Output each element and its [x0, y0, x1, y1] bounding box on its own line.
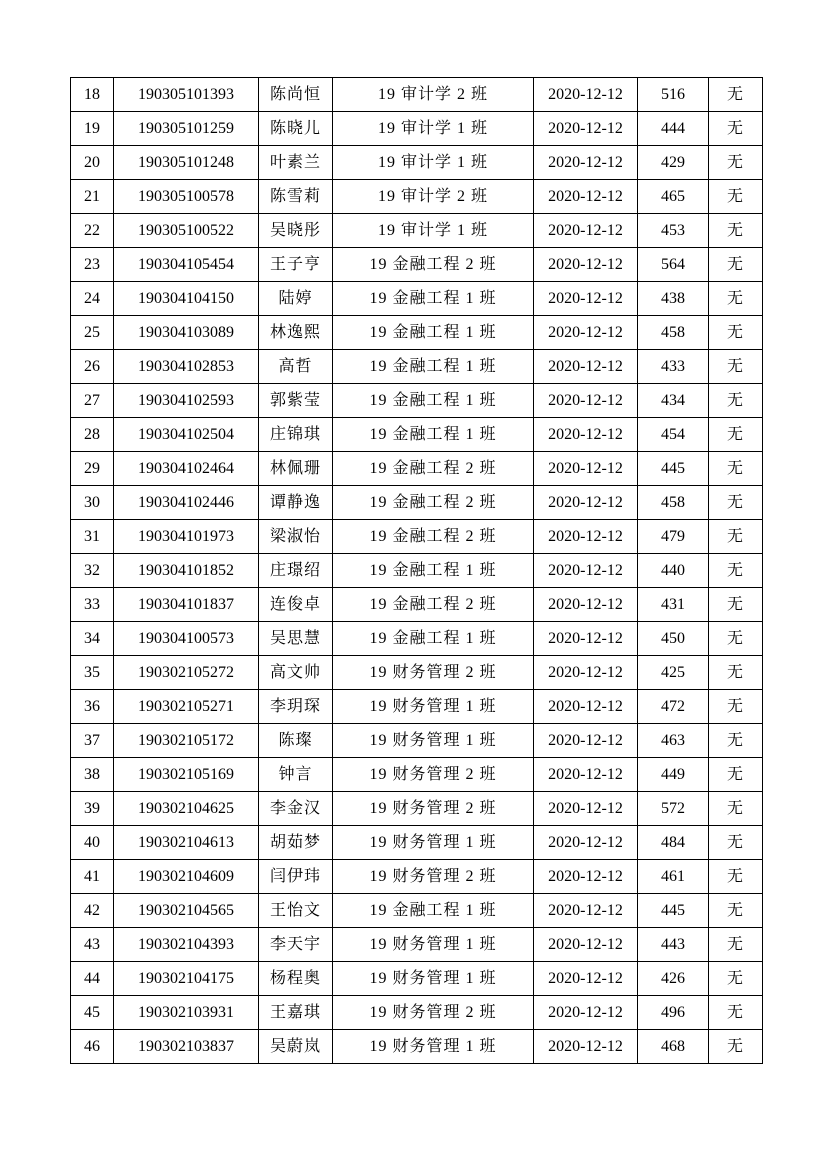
cell-row-number: 23 — [71, 248, 114, 282]
cell-name: 吴晓彤 — [259, 214, 333, 248]
cell-score: 461 — [638, 860, 709, 894]
cell-row-number: 25 — [71, 316, 114, 350]
cell-date: 2020-12-12 — [534, 588, 638, 622]
cell-date: 2020-12-12 — [534, 690, 638, 724]
cell-date: 2020-12-12 — [534, 656, 638, 690]
table-row — [71, 996, 763, 1030]
table-row — [71, 418, 763, 452]
cell-name: 李天宇 — [259, 928, 333, 962]
cell-score: 433 — [638, 350, 709, 384]
cell-date: 2020-12-12 — [534, 520, 638, 554]
cell-student-id: 190304105454 — [114, 248, 259, 282]
cell-remark: 无 — [709, 996, 763, 1030]
cell-row-number: 28 — [71, 418, 114, 452]
cell-name: 叶素兰 — [259, 146, 333, 180]
cell-name: 连俊卓 — [259, 588, 333, 622]
cell-remark: 无 — [709, 588, 763, 622]
cell-date: 2020-12-12 — [534, 452, 638, 486]
cell-student-id: 190305101259 — [114, 112, 259, 146]
cell-row-number: 32 — [71, 554, 114, 588]
cell-class: 19 金融工程 1 班 — [333, 554, 534, 588]
cell-remark: 无 — [709, 724, 763, 758]
cell-row-number: 33 — [71, 588, 114, 622]
cell-student-id: 190304102504 — [114, 418, 259, 452]
cell-date: 2020-12-12 — [534, 282, 638, 316]
cell-student-id: 190302105169 — [114, 758, 259, 792]
cell-student-id: 190304103089 — [114, 316, 259, 350]
cell-score: 458 — [638, 486, 709, 520]
cell-name: 庄璟绍 — [259, 554, 333, 588]
cell-score: 463 — [638, 724, 709, 758]
cell-class: 19 审计学 1 班 — [333, 112, 534, 146]
cell-class: 19 金融工程 2 班 — [333, 588, 534, 622]
cell-student-id: 190305100578 — [114, 180, 259, 214]
cell-remark: 无 — [709, 452, 763, 486]
cell-row-number: 26 — [71, 350, 114, 384]
cell-student-id: 190302104613 — [114, 826, 259, 860]
cell-remark: 无 — [709, 316, 763, 350]
cell-date: 2020-12-12 — [534, 316, 638, 350]
cell-name: 梁淑怡 — [259, 520, 333, 554]
cell-class: 19 金融工程 1 班 — [333, 316, 534, 350]
table-row — [71, 384, 763, 418]
cell-name: 李金汉 — [259, 792, 333, 826]
cell-class: 19 财务管理 2 班 — [333, 758, 534, 792]
cell-score: 438 — [638, 282, 709, 316]
table-row — [71, 588, 763, 622]
cell-student-id: 190305100522 — [114, 214, 259, 248]
cell-score: 449 — [638, 758, 709, 792]
cell-name: 吴蔚岚 — [259, 1030, 333, 1064]
table-row — [71, 282, 763, 316]
cell-name: 胡茹梦 — [259, 826, 333, 860]
cell-score: 426 — [638, 962, 709, 996]
cell-class: 19 审计学 2 班 — [333, 78, 534, 112]
cell-student-id: 190302104565 — [114, 894, 259, 928]
cell-date: 2020-12-12 — [534, 350, 638, 384]
cell-name: 庄锦琪 — [259, 418, 333, 452]
cell-class: 19 金融工程 2 班 — [333, 452, 534, 486]
cell-remark: 无 — [709, 180, 763, 214]
cell-remark: 无 — [709, 928, 763, 962]
cell-score: 472 — [638, 690, 709, 724]
cell-name: 王嘉琪 — [259, 996, 333, 1030]
cell-name: 陈雪莉 — [259, 180, 333, 214]
table-row — [71, 520, 763, 554]
cell-date: 2020-12-12 — [534, 860, 638, 894]
cell-score: 425 — [638, 656, 709, 690]
cell-date: 2020-12-12 — [534, 928, 638, 962]
cell-score: 431 — [638, 588, 709, 622]
cell-row-number: 29 — [71, 452, 114, 486]
cell-remark: 无 — [709, 146, 763, 180]
cell-date: 2020-12-12 — [534, 554, 638, 588]
table-row — [71, 894, 763, 928]
cell-remark: 无 — [709, 860, 763, 894]
cell-date: 2020-12-12 — [534, 1030, 638, 1064]
table-row — [71, 146, 763, 180]
cell-row-number: 18 — [71, 78, 114, 112]
cell-class: 19 金融工程 1 班 — [333, 384, 534, 418]
cell-remark: 无 — [709, 758, 763, 792]
cell-name: 李玥琛 — [259, 690, 333, 724]
cell-class: 19 金融工程 1 班 — [333, 418, 534, 452]
cell-student-id: 190302104393 — [114, 928, 259, 962]
cell-student-id: 190302105272 — [114, 656, 259, 690]
cell-date: 2020-12-12 — [534, 962, 638, 996]
cell-remark: 无 — [709, 792, 763, 826]
cell-date: 2020-12-12 — [534, 180, 638, 214]
cell-class: 19 财务管理 2 班 — [333, 656, 534, 690]
cell-row-number: 34 — [71, 622, 114, 656]
cell-date: 2020-12-12 — [534, 214, 638, 248]
cell-class: 19 审计学 1 班 — [333, 146, 534, 180]
cell-class: 19 金融工程 1 班 — [333, 350, 534, 384]
cell-class: 19 财务管理 2 班 — [333, 792, 534, 826]
cell-remark: 无 — [709, 112, 763, 146]
cell-student-id: 190302105172 — [114, 724, 259, 758]
cell-row-number: 35 — [71, 656, 114, 690]
table-row — [71, 214, 763, 248]
cell-date: 2020-12-12 — [534, 78, 638, 112]
cell-name: 陈璨 — [259, 724, 333, 758]
cell-student-id: 190305101393 — [114, 78, 259, 112]
cell-score: 440 — [638, 554, 709, 588]
cell-score: 465 — [638, 180, 709, 214]
cell-score: 516 — [638, 78, 709, 112]
cell-row-number: 27 — [71, 384, 114, 418]
cell-row-number: 46 — [71, 1030, 114, 1064]
cell-date: 2020-12-12 — [534, 248, 638, 282]
cell-remark: 无 — [709, 554, 763, 588]
cell-row-number: 21 — [71, 180, 114, 214]
cell-name: 陆婷 — [259, 282, 333, 316]
student-score-table — [70, 77, 763, 1064]
cell-name: 林佩珊 — [259, 452, 333, 486]
cell-row-number: 41 — [71, 860, 114, 894]
cell-class: 19 财务管理 1 班 — [333, 928, 534, 962]
cell-class: 19 财务管理 1 班 — [333, 826, 534, 860]
cell-name: 谭静逸 — [259, 486, 333, 520]
table-row — [71, 928, 763, 962]
cell-score: 443 — [638, 928, 709, 962]
cell-row-number: 42 — [71, 894, 114, 928]
cell-name: 陈尚恒 — [259, 78, 333, 112]
cell-student-id: 190302104609 — [114, 860, 259, 894]
cell-score: 468 — [638, 1030, 709, 1064]
cell-name: 林逸熙 — [259, 316, 333, 350]
table-row — [71, 758, 763, 792]
table-row — [71, 724, 763, 758]
cell-remark: 无 — [709, 1030, 763, 1064]
cell-student-id: 190302104175 — [114, 962, 259, 996]
cell-score: 484 — [638, 826, 709, 860]
table-row — [71, 860, 763, 894]
cell-date: 2020-12-12 — [534, 826, 638, 860]
cell-score: 572 — [638, 792, 709, 826]
cell-row-number: 39 — [71, 792, 114, 826]
cell-score: 445 — [638, 452, 709, 486]
cell-name: 郭紫莹 — [259, 384, 333, 418]
cell-date: 2020-12-12 — [534, 418, 638, 452]
cell-student-id: 190304102464 — [114, 452, 259, 486]
cell-row-number: 20 — [71, 146, 114, 180]
cell-student-id: 190302103931 — [114, 996, 259, 1030]
cell-remark: 无 — [709, 962, 763, 996]
cell-remark: 无 — [709, 894, 763, 928]
cell-class: 19 财务管理 2 班 — [333, 996, 534, 1030]
cell-remark: 无 — [709, 418, 763, 452]
table-row — [71, 792, 763, 826]
table-row — [71, 248, 763, 282]
cell-student-id: 190304100573 — [114, 622, 259, 656]
cell-student-id: 190305101248 — [114, 146, 259, 180]
table-row — [71, 1030, 763, 1064]
cell-name: 吴思慧 — [259, 622, 333, 656]
cell-student-id: 190304101973 — [114, 520, 259, 554]
cell-row-number: 30 — [71, 486, 114, 520]
cell-row-number: 40 — [71, 826, 114, 860]
cell-remark: 无 — [709, 690, 763, 724]
table-row — [71, 112, 763, 146]
cell-row-number: 38 — [71, 758, 114, 792]
cell-name: 王怡文 — [259, 894, 333, 928]
cell-date: 2020-12-12 — [534, 384, 638, 418]
cell-remark: 无 — [709, 622, 763, 656]
table-row — [71, 554, 763, 588]
cell-row-number: 45 — [71, 996, 114, 1030]
cell-student-id: 190302104625 — [114, 792, 259, 826]
table-body — [71, 78, 763, 1064]
cell-remark: 无 — [709, 248, 763, 282]
cell-score: 453 — [638, 214, 709, 248]
cell-row-number: 36 — [71, 690, 114, 724]
cell-date: 2020-12-12 — [534, 758, 638, 792]
cell-row-number: 37 — [71, 724, 114, 758]
cell-score: 429 — [638, 146, 709, 180]
cell-score: 454 — [638, 418, 709, 452]
cell-date: 2020-12-12 — [534, 724, 638, 758]
cell-class: 19 审计学 2 班 — [333, 180, 534, 214]
cell-date: 2020-12-12 — [534, 996, 638, 1030]
cell-score: 496 — [638, 996, 709, 1030]
cell-date: 2020-12-12 — [534, 146, 638, 180]
cell-class: 19 财务管理 1 班 — [333, 690, 534, 724]
table-row — [71, 350, 763, 384]
cell-score: 445 — [638, 894, 709, 928]
table-row — [71, 622, 763, 656]
cell-class: 19 审计学 1 班 — [333, 214, 534, 248]
cell-date: 2020-12-12 — [534, 486, 638, 520]
cell-remark: 无 — [709, 384, 763, 418]
cell-row-number: 24 — [71, 282, 114, 316]
table-row — [71, 452, 763, 486]
table-row — [71, 656, 763, 690]
table-row — [71, 180, 763, 214]
cell-class: 19 金融工程 2 班 — [333, 520, 534, 554]
cell-score: 479 — [638, 520, 709, 554]
cell-student-id: 190302103837 — [114, 1030, 259, 1064]
cell-row-number: 44 — [71, 962, 114, 996]
cell-student-id: 190304101852 — [114, 554, 259, 588]
cell-student-id: 190304101837 — [114, 588, 259, 622]
table-row — [71, 78, 763, 112]
cell-name: 钟言 — [259, 758, 333, 792]
cell-remark: 无 — [709, 520, 763, 554]
cell-name: 王子亨 — [259, 248, 333, 282]
cell-name: 高哲 — [259, 350, 333, 384]
table-row — [71, 690, 763, 724]
cell-score: 564 — [638, 248, 709, 282]
cell-student-id: 190304102446 — [114, 486, 259, 520]
table-row — [71, 962, 763, 996]
table-row — [71, 826, 763, 860]
cell-student-id: 190302105271 — [114, 690, 259, 724]
cell-row-number: 31 — [71, 520, 114, 554]
cell-score: 434 — [638, 384, 709, 418]
cell-score: 450 — [638, 622, 709, 656]
cell-student-id: 190304102593 — [114, 384, 259, 418]
cell-date: 2020-12-12 — [534, 112, 638, 146]
cell-class: 19 金融工程 1 班 — [333, 894, 534, 928]
table-row — [71, 316, 763, 350]
cell-remark: 无 — [709, 486, 763, 520]
cell-student-id: 190304102853 — [114, 350, 259, 384]
cell-class: 19 金融工程 2 班 — [333, 486, 534, 520]
cell-name: 杨程奥 — [259, 962, 333, 996]
cell-class: 19 财务管理 1 班 — [333, 724, 534, 758]
cell-class: 19 金融工程 2 班 — [333, 248, 534, 282]
cell-class: 19 财务管理 1 班 — [333, 1030, 534, 1064]
cell-date: 2020-12-12 — [534, 894, 638, 928]
cell-remark: 无 — [709, 214, 763, 248]
cell-class: 19 金融工程 1 班 — [333, 622, 534, 656]
cell-score: 444 — [638, 112, 709, 146]
cell-class: 19 财务管理 1 班 — [333, 962, 534, 996]
cell-row-number: 19 — [71, 112, 114, 146]
cell-remark: 无 — [709, 282, 763, 316]
cell-remark: 无 — [709, 78, 763, 112]
cell-remark: 无 — [709, 350, 763, 384]
cell-class: 19 金融工程 1 班 — [333, 282, 534, 316]
cell-score: 458 — [638, 316, 709, 350]
cell-name: 陈晓儿 — [259, 112, 333, 146]
cell-remark: 无 — [709, 826, 763, 860]
cell-student-id: 190304104150 — [114, 282, 259, 316]
cell-row-number: 43 — [71, 928, 114, 962]
cell-row-number: 22 — [71, 214, 114, 248]
cell-name: 高文帅 — [259, 656, 333, 690]
table-row — [71, 486, 763, 520]
cell-class: 19 财务管理 2 班 — [333, 860, 534, 894]
cell-name: 闫伊玮 — [259, 860, 333, 894]
cell-date: 2020-12-12 — [534, 792, 638, 826]
cell-remark: 无 — [709, 656, 763, 690]
cell-date: 2020-12-12 — [534, 622, 638, 656]
